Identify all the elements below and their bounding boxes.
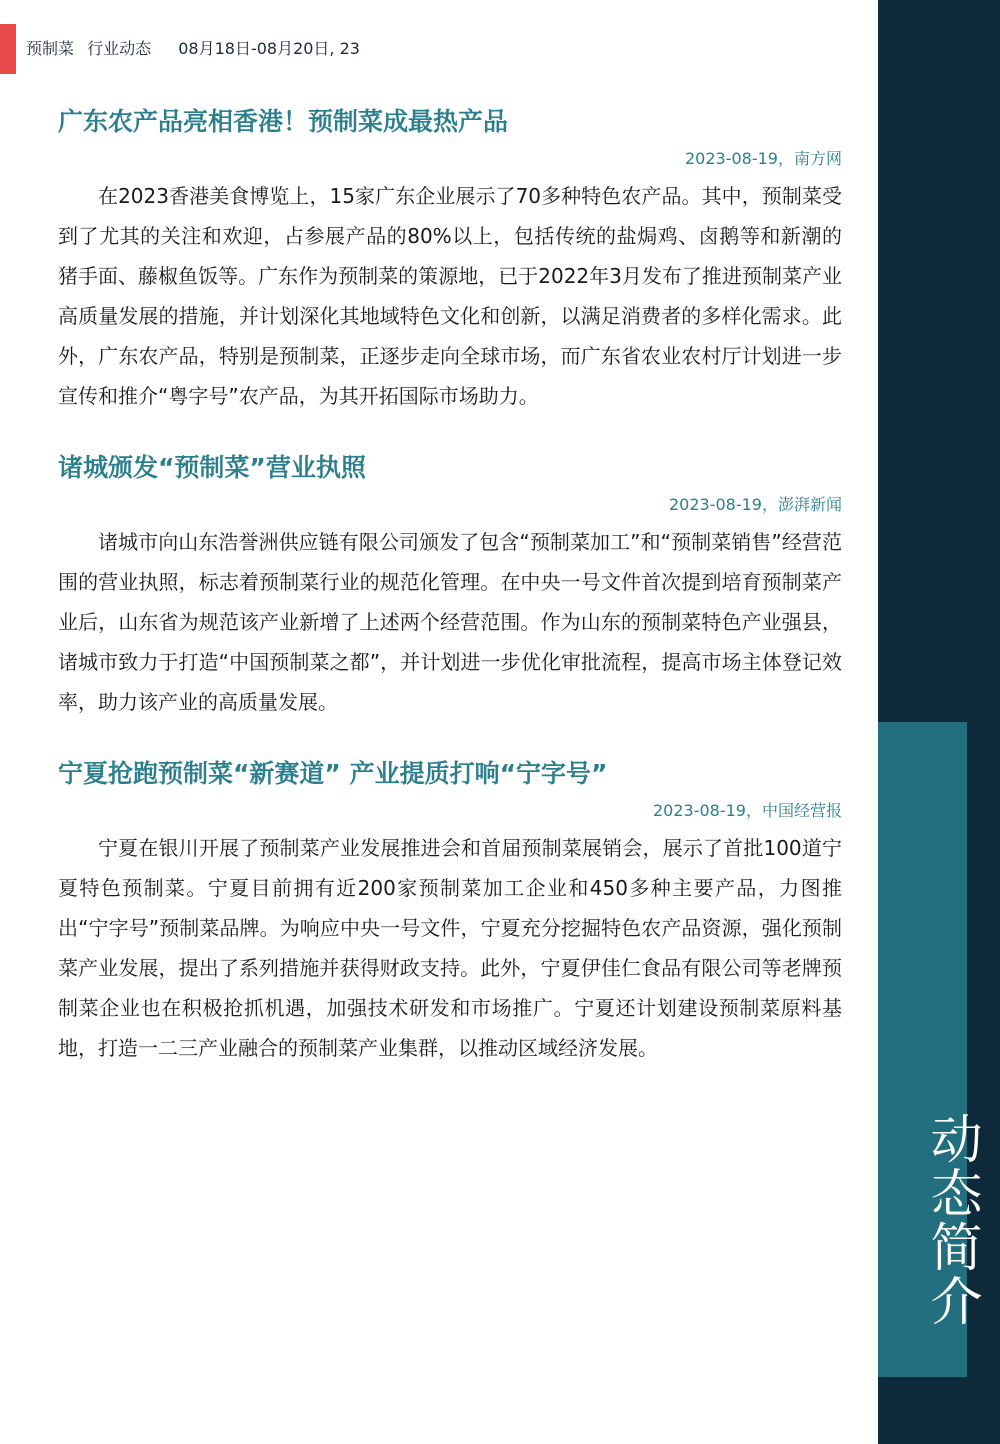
article-body: 宁夏在银川开展了预制菜产业发展推进会和首届预制菜展销会，展示了首批100道宁夏特色预制菜。宁夏目前拥有近200家预制菜加工企业和450多种主要产品，力图推出“宁字号”预制菜品牌。为响应中央一号文件，宁夏充分挖掘特色农产品资源，强化预制菜产业发展，提出了系列措施并获得财政支持。此外，宁夏伊佳仁食品有限公司等老牌预制菜企业也在积极抢抓机遇，加强技术研发和市场推广。宁夏还计划建设预制菜原料基地，打造一二三产业融合的预制菜产业集群，以推动区域经济发展。 <box>58 836 842 1060</box>
article-meta: 2023-08-19，澎湃新闻 <box>669 495 842 514</box>
article-title: 宁夏抢跑预制菜“新赛道” 产业提质打响“宁字号” <box>58 759 608 788</box>
article-body: 在2023香港美食博览上，15家广东企业展示了70多种特色农产品。其中，预制菜受到了尤其的关注和欢迎，占参展产品的80%以上，包括传统的盐焗鸡、卤鹅等和新潮的猪手面、藤椒鱼饭等。广东作为预制菜的策源地，已于2022年3月发布了推进预制菜产业高质量发展的措施，并计划深化其地域特色文化和创新，以满足消费者的多样化需求。此外，广东农产品，特别是预制菜，正逐步走向全球市场，而广东省农业农村厅计划进一步宣传和推介“粤字号”农产品，为其开拓国际市场助力。 <box>58 184 842 408</box>
article-list <box>58 100 842 1098</box>
article-2 <box>58 446 842 722</box>
page-header <box>26 36 368 59</box>
article-title: 诸城颁发“预制菜”营业执照 <box>58 453 366 482</box>
article-3 <box>58 752 842 1068</box>
article-title: 广东农产品亮相香港！预制菜成最热产品 <box>58 107 509 136</box>
article-meta: 2023-08-19，南方网 <box>685 149 842 168</box>
header-accent-bar <box>0 24 16 74</box>
header-category: 预制菜 <box>26 39 75 58</box>
sidebar-title: 动态简介 <box>921 1112 981 1328</box>
header-section: 行业动态 <box>87 39 152 58</box>
header-date-range: 08月18日-08月20日, 23 <box>178 39 360 58</box>
article-1 <box>58 100 842 416</box>
article-body: 诸城市向山东浩誉洲供应链有限公司颁发了包含“预制菜加工”和“预制菜销售”经营范围的营业执照，标志着预制菜行业的规范化管理。在中央一号文件首次提到培育预制菜产业后，山东省为规范该产业新增了上述两个经营范围。作为山东的预制菜特色产业强县，诸城市致力于打造“中国预制菜之都”，并计划进一步优化审批流程，提高市场主体登记效率，助力该产业的高质量发展。 <box>58 530 842 714</box>
article-meta: 2023-08-19，中国经营报 <box>653 801 842 820</box>
